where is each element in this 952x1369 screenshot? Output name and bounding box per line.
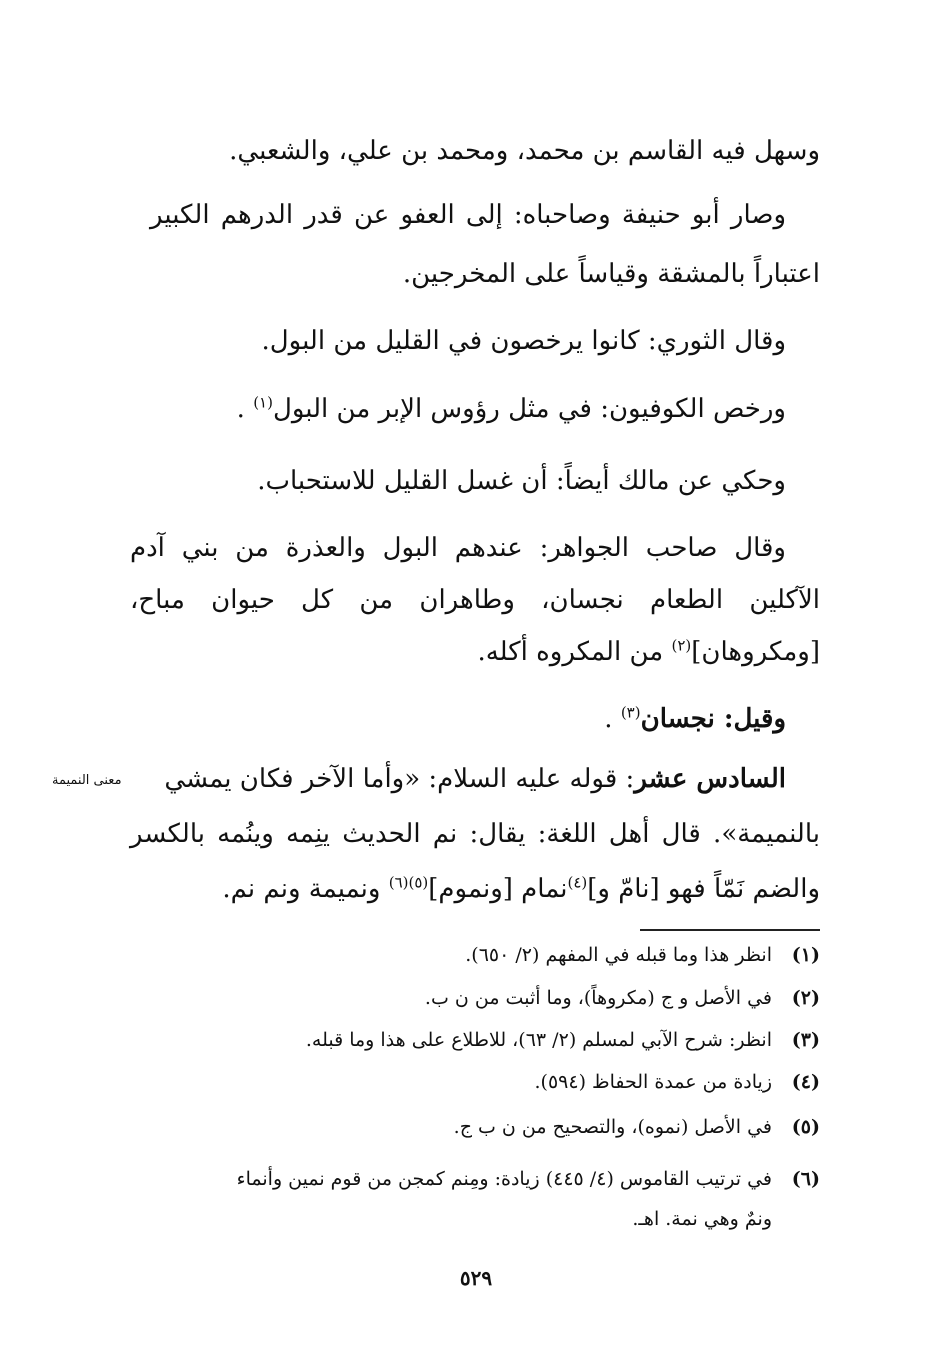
margin-note: معنى النميمة	[52, 773, 122, 788]
paragraph-6	[130, 522, 820, 678]
paragraph-8-cont	[130, 807, 820, 917]
text-line	[164, 752, 820, 807]
footnote-divider	[640, 929, 820, 931]
text-run: : قوله عليه السلام: «وأما الآخر فكان يمشي	[164, 764, 635, 794]
footnote-text: في ترتيب القاموس (٤/ ٤٤٥) زيادة: ومِنم كمجن من قوم نمين وأنماء	[236, 1168, 772, 1190]
text-run: من المكروه أكله.	[477, 637, 672, 667]
footnote-ref: (٤)	[567, 873, 588, 892]
footnote-number: (٢)	[791, 987, 820, 1009]
text-line	[150, 690, 820, 749]
footnote-5	[130, 1114, 820, 1141]
footnote-text: في الأصل (نموه)، والتصحيح من ن ب ج.	[453, 1116, 772, 1138]
footnote-1	[130, 942, 820, 969]
footnote-text: في الأصل و ج (مكروهاً)، وما أثبت من ن ب.	[424, 987, 772, 1009]
footnote-text-cont: ونمٌ وهي نمة. اهـ.	[632, 1208, 772, 1230]
footnote-ref: (١)	[253, 393, 273, 412]
footnote-text: انظر: شرح الآبي لمسلم (٢/ ٦٣)، للاطلاع على هذا وما قبله.	[305, 1029, 772, 1051]
text-line: الآكلين الطعام نجسان، وطاهران من كل حيوان مباح،	[130, 585, 820, 615]
section-heading: السادس عشر	[634, 764, 786, 794]
text-line	[130, 626, 820, 678]
text-line: بالنميمة». قال أهل اللغة: يقال: نم الحديث ينِمه وينُمه بالكسر	[130, 819, 821, 849]
footnote-ref: (٥)(٦)	[388, 873, 429, 892]
paragraph-4	[150, 380, 820, 439]
text-run: وقيل: نجسان	[640, 704, 786, 734]
text-run: ورخص الكوفيون: في مثل رؤوس الإبر من البول	[272, 394, 786, 424]
text-line: وصار أبو حنيفة وصاحباه: إلى العفو عن قدر الدرهم الكبير	[150, 200, 786, 230]
footnote-2	[130, 985, 820, 1012]
paragraph-8	[164, 752, 820, 807]
text-line	[130, 862, 820, 917]
text-run: نمام [ونموم]	[428, 874, 568, 904]
footnote-6	[130, 1159, 820, 1239]
footnote-text: زيادة من عمدة الحفاظ (٥٩٤).	[534, 1071, 772, 1093]
text-line: وسهل فيه القاسم بن محمد، ومحمد بن علي، والشعبي.	[229, 136, 820, 166]
paragraph-7	[150, 690, 820, 749]
text-line	[150, 380, 820, 439]
text-run: ونميمة ونم نم.	[222, 874, 389, 904]
footnote-ref: (٢)	[671, 636, 692, 655]
text-run: والضم نَمّاً فهو [نامّ و]	[587, 874, 820, 904]
footnote-text: انظر هذا وما قبله في المفهم (٢/ ٦٥٠).	[465, 944, 772, 966]
paragraph-1	[150, 122, 820, 181]
page-number: ٥٢٩	[459, 1266, 493, 1290]
footnote-3	[130, 1027, 820, 1054]
footnote-number: (٦)	[791, 1168, 820, 1190]
footnote-number: (١)	[791, 944, 820, 966]
text-run: .	[236, 394, 245, 424]
footnote-number: (٥)	[791, 1116, 820, 1138]
text-line: وقال صاحب الجواهر: عندهم البول والعذرة من بني آدم	[130, 533, 786, 563]
text-line: وقال الثوري: كانوا يرخصون في القليل من البول.	[261, 326, 786, 356]
paragraph-2	[150, 186, 820, 304]
text-run: [ومكروهان]	[691, 637, 820, 667]
footnote-ref: (٣)	[620, 703, 641, 722]
paragraph-5	[150, 452, 820, 511]
footnote-number: (٤)	[791, 1071, 820, 1093]
text-line: وحكي عن مالك أيضاً: أن غسل القليل للاستحباب.	[257, 466, 786, 496]
footnote-number: (٣)	[791, 1029, 820, 1051]
paragraph-3	[150, 312, 820, 371]
text-line: اعتباراً بالمشقة وقياساً على المخرجين.	[402, 259, 820, 289]
footnote-4	[130, 1069, 820, 1096]
text-run: .	[604, 704, 613, 734]
